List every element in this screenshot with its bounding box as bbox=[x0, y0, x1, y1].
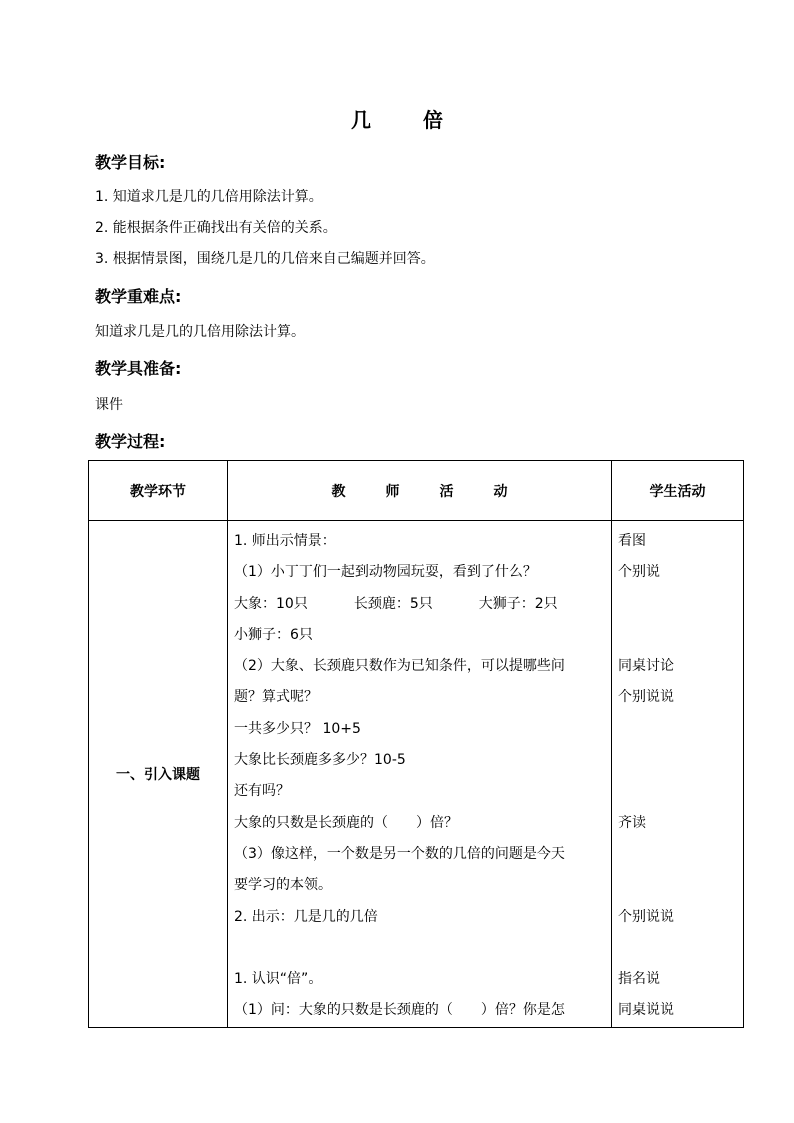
table-row bbox=[89, 521, 744, 1028]
materials-heading: 教学具准备: bbox=[95, 359, 182, 378]
teacher-line: 1. 认识“倍”。 bbox=[234, 971, 323, 988]
teacher-line: 一共多少只？ 10+5 bbox=[234, 720, 361, 737]
animal-count: 大象：10只 bbox=[234, 595, 308, 612]
table-header-row bbox=[89, 461, 744, 521]
student-line: 齐读 bbox=[618, 814, 646, 831]
materials-text: 课件 bbox=[95, 397, 123, 413]
stage-label: 一、引入课题 bbox=[89, 521, 228, 1028]
lesson-table bbox=[88, 460, 744, 1028]
animal-count: 长颈鹿：5只 bbox=[353, 595, 433, 612]
teacher-line bbox=[234, 589, 605, 620]
goals-heading: 教学目标: bbox=[95, 153, 166, 172]
teacher-line: 大象比长颈鹿多多少？10-5 bbox=[234, 752, 406, 769]
teacher-line: 小狮子：6只 bbox=[234, 626, 313, 643]
key-points-heading: 教学重难点: bbox=[95, 287, 182, 306]
animal-count: 大狮子：2只 bbox=[478, 595, 558, 612]
teacher-activity-cell bbox=[228, 521, 612, 1028]
student-line: 个别说说 bbox=[618, 689, 674, 706]
student-activity-cell bbox=[612, 521, 744, 1028]
teacher-line: 1. 师出示情景： bbox=[234, 533, 336, 549]
goal-item: 2. 能根据条件正确找出有关倍的关系。 bbox=[95, 220, 337, 236]
header-teacher-activity: 教师活动 bbox=[228, 461, 612, 521]
page-title: 几 倍 bbox=[351, 108, 459, 132]
header-stage: 教学环节 bbox=[89, 461, 228, 521]
teacher-line: （1）问：大象的只数是长颈鹿的（ ）倍？你是怎 bbox=[234, 1002, 565, 1019]
teacher-line: 还有吗？ bbox=[234, 783, 290, 800]
student-line: 指名说 bbox=[618, 971, 660, 988]
goal-item: 3. 根据情景图，围绕几是几的几倍来自己编题并回答。 bbox=[95, 251, 435, 267]
student-line: 个别说 bbox=[618, 564, 660, 581]
teacher-line-blank bbox=[234, 933, 605, 964]
goal-item: 1. 知道求几是几的几倍用除法计算。 bbox=[95, 189, 323, 205]
teacher-line: 要学习的本领。 bbox=[234, 877, 332, 894]
teacher-line: 2. 出示：几是几的几倍 bbox=[234, 908, 378, 925]
teacher-line: （3）像这样，一个数是另一个数的几倍的问题是今天 bbox=[234, 845, 565, 862]
student-line: 看图 bbox=[618, 533, 646, 549]
student-line: 个别说说 bbox=[618, 908, 674, 925]
process-heading: 教学过程: bbox=[95, 432, 166, 451]
teacher-line: 题？算式呢？ bbox=[234, 689, 318, 706]
header-student-activity: 学生活动 bbox=[612, 461, 744, 521]
student-line: 同桌讨论 bbox=[618, 658, 674, 675]
teacher-line: （1）小丁丁们一起到动物园玩耍，看到了什么？ bbox=[234, 564, 537, 581]
teacher-line: 大象的只数是长颈鹿的（ ）倍？ bbox=[234, 814, 458, 831]
teacher-line: （2）大象、长颈鹿只数作为已知条件，可以提哪些问 bbox=[234, 658, 565, 675]
key-points-text: 知道求几是几的几倍用除法计算。 bbox=[95, 324, 305, 340]
student-line: 同桌说说 bbox=[618, 1002, 674, 1019]
